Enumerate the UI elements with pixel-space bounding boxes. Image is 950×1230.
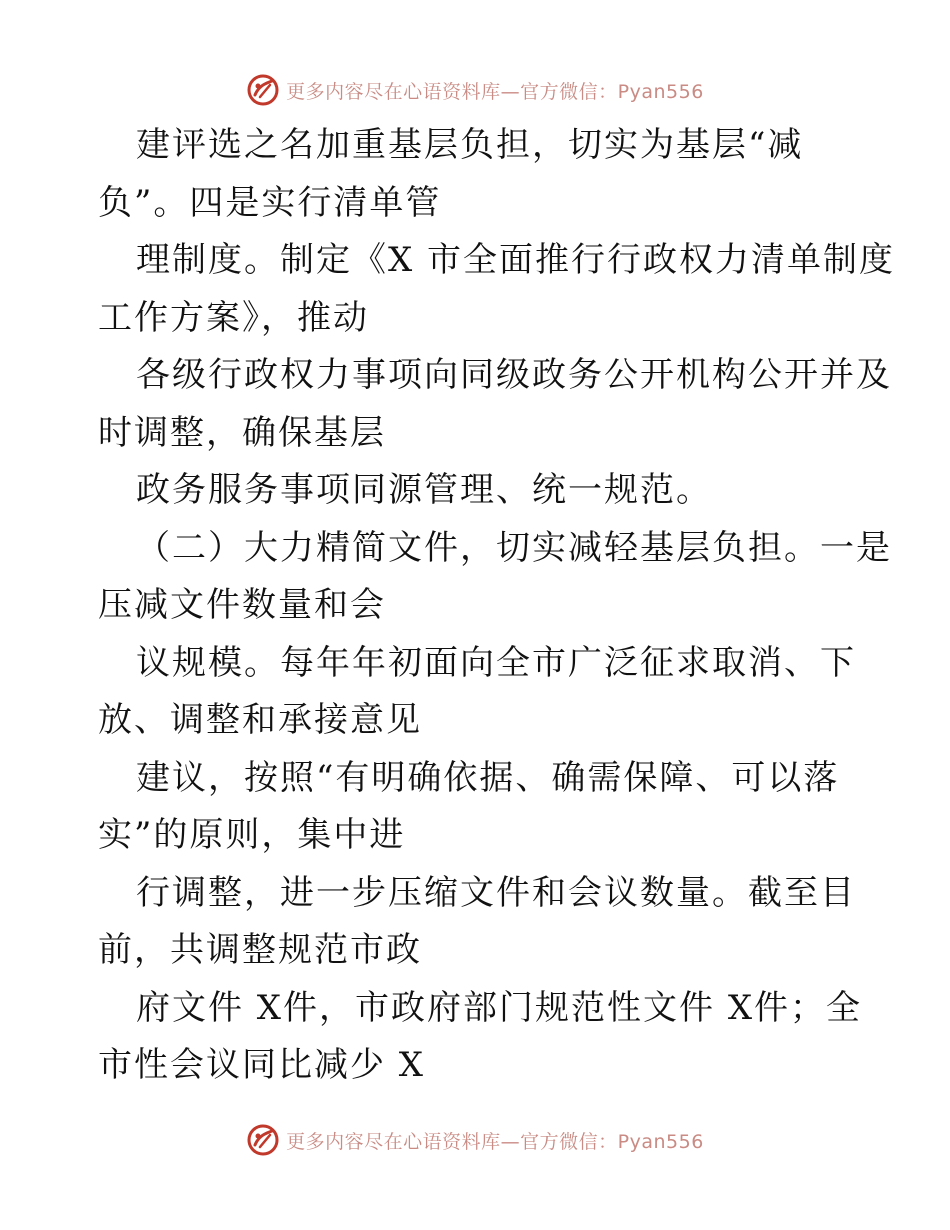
text-line: 理制度。制定《X 市全面推行行政权力清单制度 xyxy=(136,240,896,280)
text-line: 行调整，进一步压缩文件和会议数量。截至目 xyxy=(136,872,856,913)
footer-banner xyxy=(0,1120,950,1160)
logo-icon xyxy=(246,1123,280,1157)
text-line: 负”。四是实行清单管 xyxy=(98,182,442,223)
text-line: 建议，按照“有明确依据、确需保障、可以落 xyxy=(136,757,840,798)
text-line: 议规模。每年年初面向全市广泛征求取消、下 xyxy=(136,642,856,683)
text-line: 各级行政权力事项向同级政务公开机构公开并及 xyxy=(136,355,892,395)
text-line: 府文件 X件，市政府部门规范性文件 X件；全 xyxy=(136,987,863,1028)
text-line: （二）大力精简文件，切实减轻基层负担。一是 xyxy=(136,527,892,568)
header-banner-text: 更多内容尽在心语资料库—官方微信：Pyan556 xyxy=(286,80,704,103)
text-line: 政务服务事项同源管理、统一规范。 xyxy=(136,470,712,510)
text-line: 时调整，确保基层 xyxy=(98,412,386,453)
text-line: 市性会议同比减少 X xyxy=(98,1045,426,1085)
text-line: 压减文件数量和会 xyxy=(98,585,386,625)
text-line: 工作方案》，推动 xyxy=(98,297,369,338)
text-line: 实”的原则，集中进 xyxy=(98,815,406,855)
text-line: 建评选之名加重基层负担，切实为基层“减 xyxy=(136,125,804,165)
text-line: 放、调整和承接意见 xyxy=(98,700,422,740)
text-line: 前，共调整规范市政 xyxy=(98,930,422,970)
footer-banner-text: 更多内容尽在心语资料库—官方微信：Pyan556 xyxy=(286,1130,704,1153)
document-body xyxy=(98,117,896,1095)
header-banner xyxy=(0,70,950,110)
logo-icon xyxy=(246,73,280,107)
